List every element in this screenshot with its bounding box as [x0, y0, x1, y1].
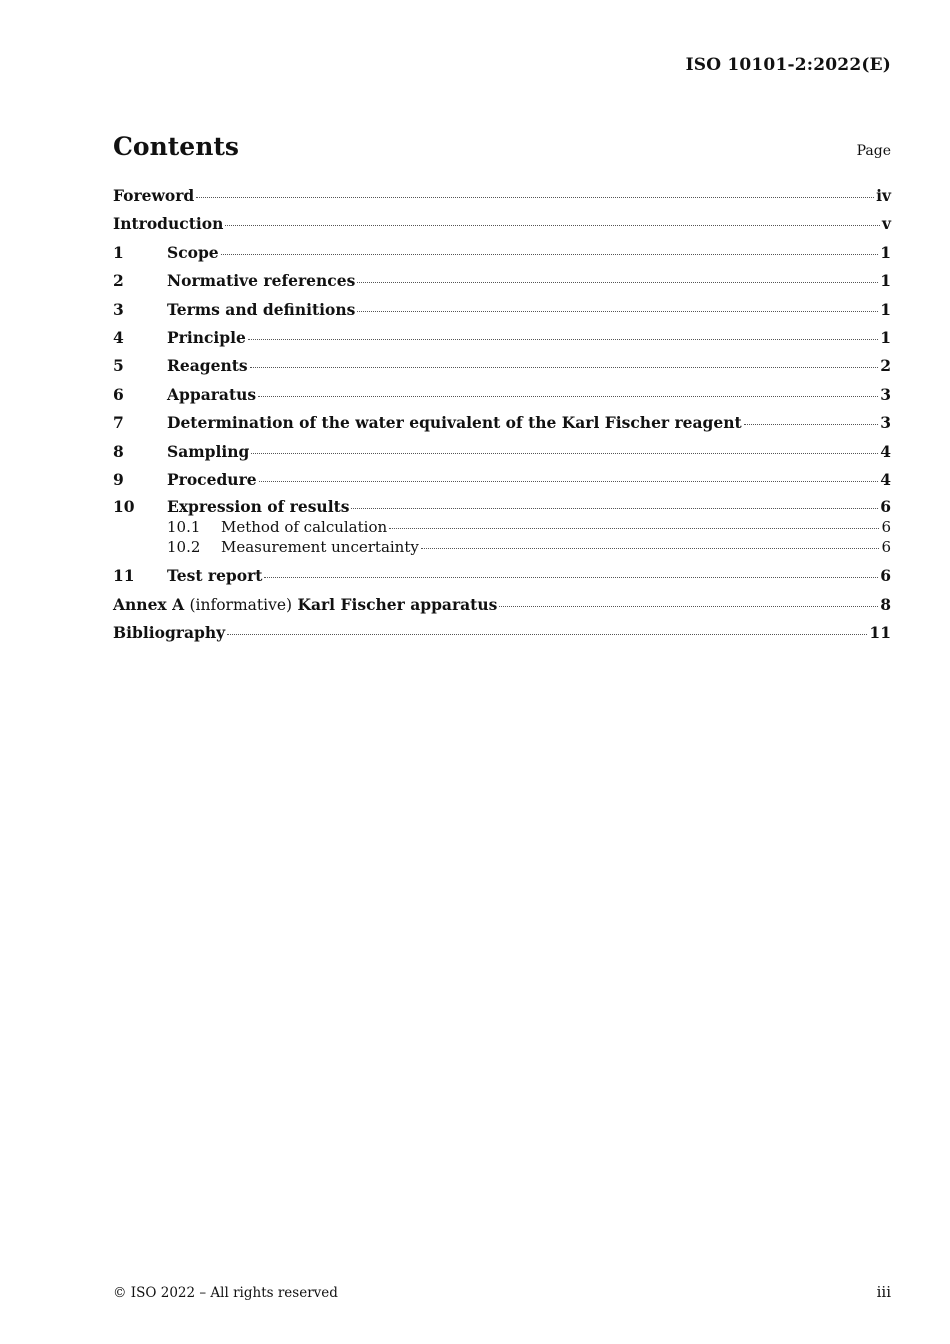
dot-leader — [259, 481, 879, 482]
toc-entry-page: 1 — [880, 327, 891, 347]
toc-entry-number: 11 — [113, 566, 135, 586]
toc-entry-6[interactable] — [113, 385, 891, 413]
footer-copyright: © ISO 2022 – All rights reserved — [113, 1285, 338, 1301]
toc-subentry-number: 10.1 — [167, 518, 201, 537]
toc-entry-3[interactable] — [113, 300, 891, 328]
toc-entry-8[interactable] — [113, 442, 891, 470]
dot-leader — [351, 508, 878, 509]
toc-entry-title: Scope — [167, 242, 219, 262]
toc-entry-title: Expression of results — [167, 497, 350, 517]
dot-leader — [357, 282, 878, 283]
toc-entry-introduction[interactable] — [113, 214, 891, 242]
toc-entry-title: Sampling — [167, 441, 250, 461]
toc-entry-foreword[interactable] — [113, 186, 891, 214]
toc-entry-page: 2 — [880, 356, 891, 376]
toc-entry-page: 4 — [880, 469, 891, 489]
document-identifier: ISO 10101-2:2022(E) — [685, 55, 891, 75]
table-of-contents — [113, 186, 891, 651]
dot-leader — [421, 548, 880, 549]
toc-annex-title — [113, 595, 497, 615]
dot-leader — [225, 225, 880, 226]
toc-entry-title: Bibliography — [113, 623, 226, 643]
toc-entry-title: Introduction — [113, 214, 224, 234]
toc-entry-page: iv — [876, 186, 891, 205]
toc-entry-number: 5 — [113, 356, 124, 376]
page-column-label: Page — [856, 143, 891, 159]
dot-leader — [258, 396, 878, 397]
toc-entry-page: 1 — [880, 242, 891, 262]
toc-entry-title: Normative references — [167, 271, 356, 291]
toc-entry-number: 4 — [113, 327, 124, 347]
toc-subentry-title: Method of calculation — [221, 518, 388, 537]
dot-leader — [250, 367, 879, 368]
toc-entry-2[interactable] — [113, 271, 891, 299]
toc-entry-page: 1 — [880, 299, 891, 319]
toc-entry-number: 1 — [113, 242, 124, 262]
toc-entry-number: 7 — [113, 413, 124, 433]
dot-leader — [389, 528, 879, 529]
toc-entry-title: Test report — [167, 566, 263, 586]
toc-subentry-page: 6 — [881, 518, 891, 537]
toc-entry-page: 4 — [880, 441, 891, 461]
toc-entry-page: 11 — [869, 623, 891, 643]
toc-subentry-title: Measurement uncertainty — [221, 538, 419, 557]
toc-entry-number: 9 — [113, 469, 124, 489]
toc-entry-title: Reagents — [167, 356, 248, 376]
annex-label: Annex A — [113, 594, 185, 614]
dot-leader — [196, 197, 874, 198]
toc-entry-page: 3 — [880, 384, 891, 404]
dot-leader — [251, 453, 878, 454]
toc-entry-page: 6 — [880, 566, 891, 586]
contents-heading: Contents — [113, 132, 240, 161]
toc-entry-9[interactable] — [113, 470, 891, 498]
dot-leader — [744, 424, 879, 425]
toc-entry-page: 6 — [880, 497, 891, 517]
toc-entry-title: Foreword — [113, 186, 195, 205]
toc-entry-number: 3 — [113, 299, 124, 319]
dot-leader — [499, 606, 878, 607]
dot-leader — [227, 634, 867, 635]
toc-entry-page: 3 — [880, 413, 891, 433]
toc-entry-title: Apparatus — [167, 384, 257, 404]
toc-entry-number: 10 — [113, 497, 135, 517]
toc-entry-title: Terms and definitions — [167, 299, 356, 319]
toc-entry-7[interactable] — [113, 413, 891, 441]
toc-entry-1[interactable] — [113, 243, 891, 271]
toc-entry-bibliography[interactable] — [113, 623, 891, 651]
annex-type: (informative) — [189, 595, 293, 614]
toc-entry-annex-a[interactable] — [113, 595, 891, 623]
footer-page-number: iii — [876, 1283, 891, 1301]
toc-entry-number: 6 — [113, 384, 124, 404]
dot-leader — [248, 339, 878, 340]
toc-entry-10[interactable] — [113, 498, 891, 518]
dot-leader — [221, 254, 879, 255]
toc-entry-title: Determination of the water equivalent of the Karl Fischer reagent — [167, 413, 742, 433]
toc-entry-page: 8 — [880, 594, 891, 614]
toc-entry-page: v — [881, 214, 891, 234]
dot-leader — [357, 311, 878, 312]
toc-entry-title: Procedure — [167, 469, 257, 489]
toc-entry-11[interactable] — [113, 566, 891, 594]
toc-entry-4[interactable] — [113, 328, 891, 356]
toc-entry-5[interactable] — [113, 356, 891, 384]
annex-name: Karl Fischer apparatus — [297, 594, 498, 614]
toc-entry-number: 8 — [113, 441, 124, 461]
toc-entry-number: 2 — [113, 271, 124, 291]
toc-subentry-page: 6 — [881, 538, 891, 557]
dot-leader — [264, 577, 878, 578]
toc-entry-page: 1 — [880, 271, 891, 291]
toc-subentry-number: 10.2 — [167, 538, 201, 557]
toc-subentry-10-1[interactable] — [113, 518, 891, 538]
toc-entry-title: Principle — [167, 327, 246, 347]
toc-subentry-10-2[interactable] — [113, 538, 891, 566]
